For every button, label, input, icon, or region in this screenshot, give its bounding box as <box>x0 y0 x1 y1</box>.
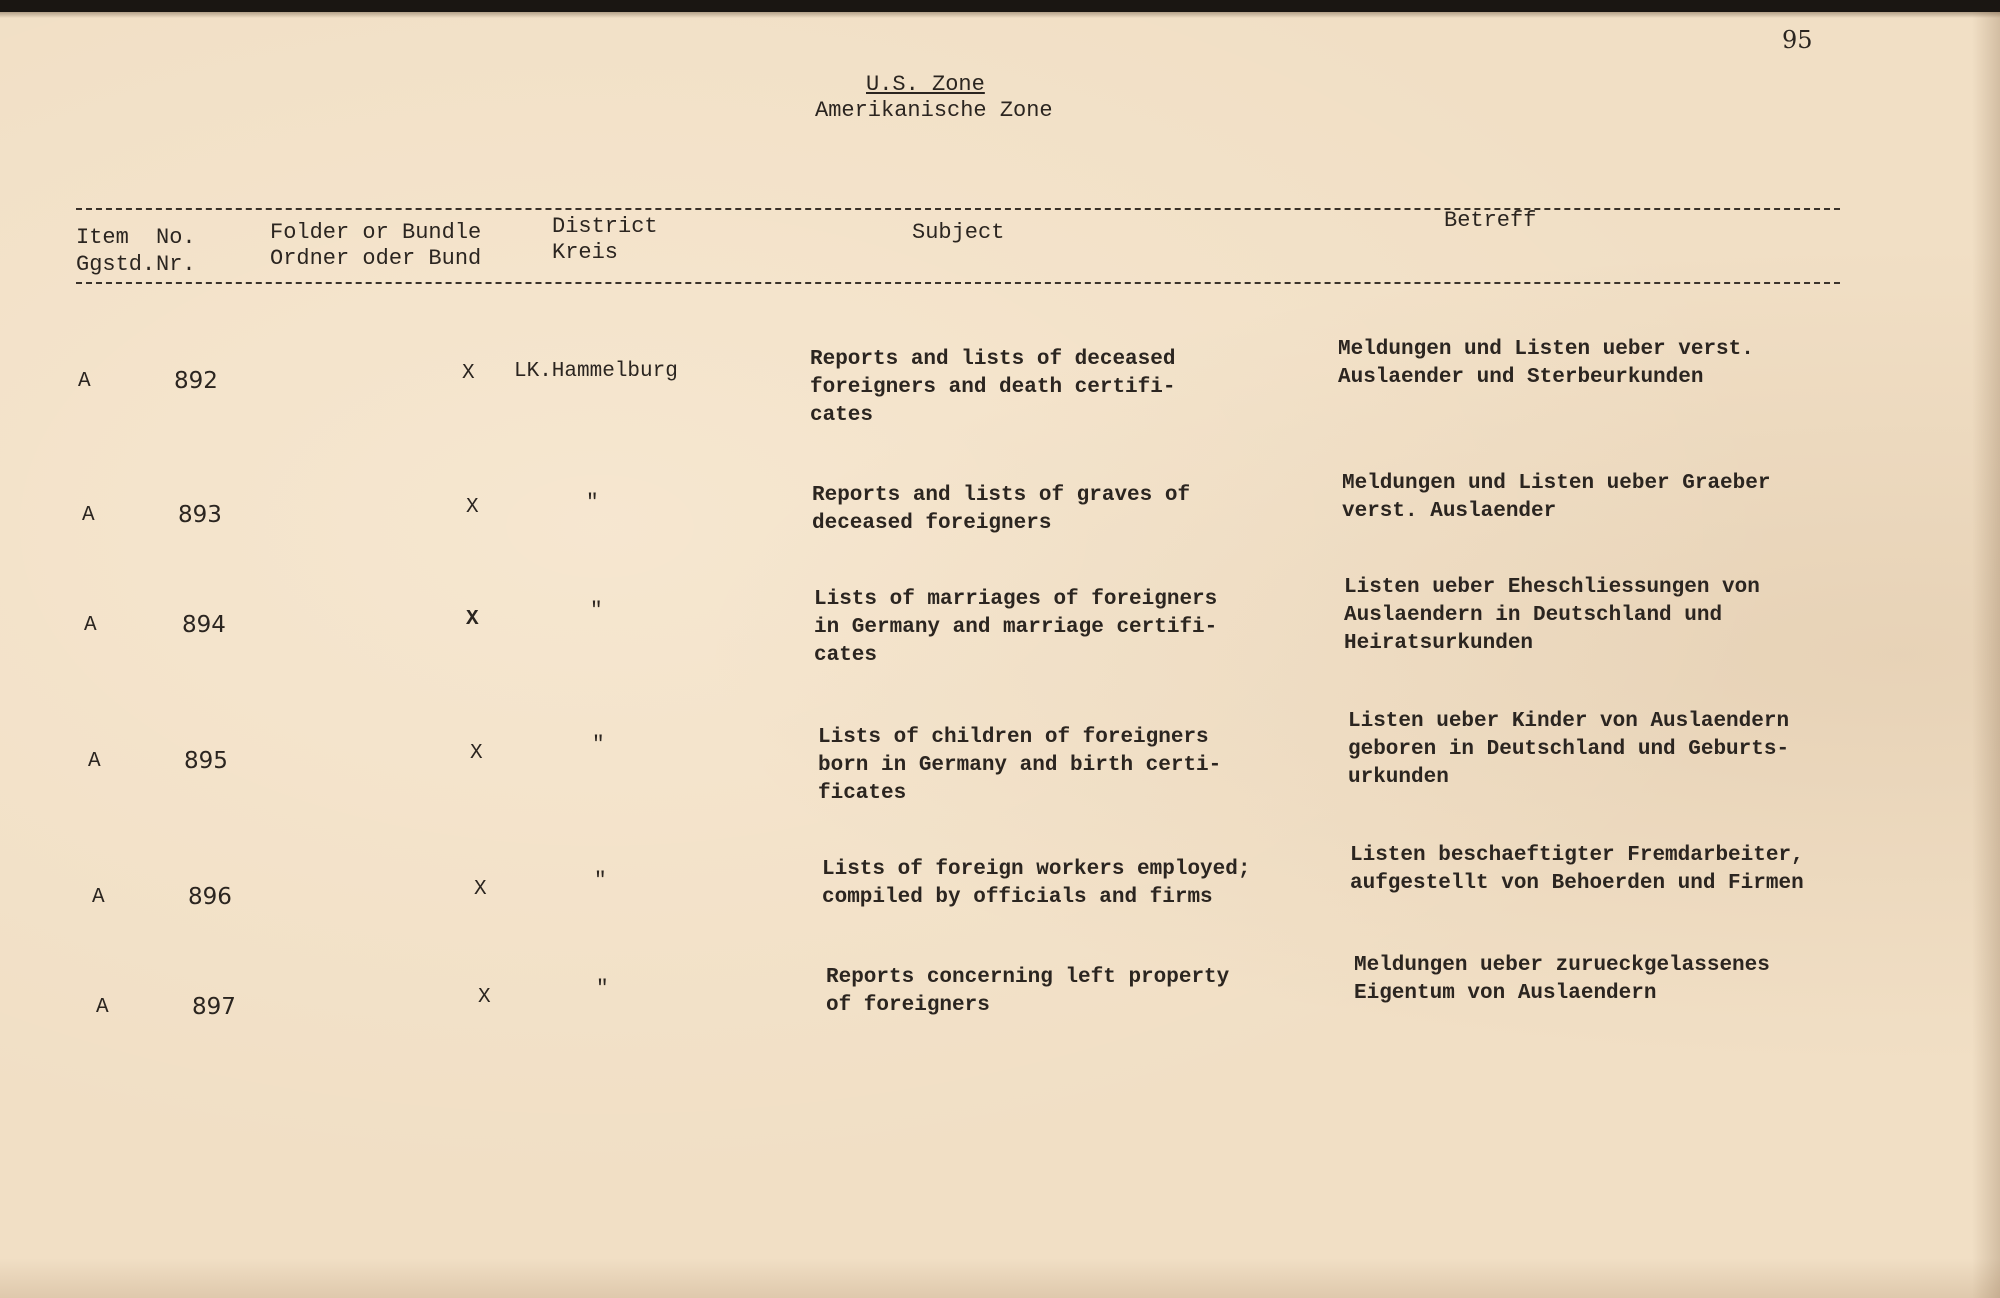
row-number: 893 <box>178 502 222 528</box>
row-number: 897 <box>192 994 236 1020</box>
row-district-ditto: " <box>592 734 605 757</box>
row-subject-line: born in Germany and birth certi- <box>818 754 1222 777</box>
row-folder-mark: X <box>474 878 487 901</box>
row-number: 896 <box>188 884 232 910</box>
row-number: 892 <box>174 368 218 394</box>
page-bottom-edge <box>0 1258 2000 1298</box>
row-subject-line: Lists of foreign workers employed; <box>822 858 1251 881</box>
row-subject-line: deceased foreigners <box>812 512 1052 535</box>
row-district-ditto: " <box>590 600 603 623</box>
row-item: A <box>96 996 109 1019</box>
col-header-district-de: Kreis <box>552 240 619 265</box>
row-subject-line: in Germany and marriage certifi- <box>814 616 1218 639</box>
row-item: A <box>82 504 95 527</box>
row-subject-line: foreigners and death certifi- <box>810 376 1176 399</box>
page-top-shadow <box>0 12 2000 18</box>
row-betreff-line: Meldungen und Listen ueber verst. <box>1338 338 1754 361</box>
row-subject-line: Reports and lists of deceased <box>810 348 1176 371</box>
col-header-no-de: Nr. <box>156 252 196 277</box>
row-folder-mark: X <box>466 496 479 519</box>
row-betreff-line: Meldungen und Listen ueber Graeber <box>1342 472 1771 495</box>
row-district-ditto: " <box>594 870 607 893</box>
row-folder-mark: X <box>470 742 483 765</box>
col-header-folder: Folder or Bundle <box>270 220 482 245</box>
row-subject-line: Reports concerning left property <box>826 966 1230 989</box>
page-title: U.S. Zone <box>866 72 985 97</box>
row-folder-mark: X <box>478 986 491 1009</box>
row-betreff-line: Listen ueber Eheschliessungen von <box>1344 576 1760 599</box>
row-subject-line: cates <box>814 644 878 667</box>
row-folder-mark: X <box>466 608 479 631</box>
page-number: 95 <box>1782 26 1813 54</box>
row-betreff-line: aufgestellt von Behoerden und Firmen <box>1350 872 1804 895</box>
col-header-subject: Subject <box>912 220 1005 245</box>
row-item: A <box>78 370 91 393</box>
row-subject-line: Lists of marriages of foreigners <box>814 588 1218 611</box>
header-bottom-rule <box>76 282 1840 284</box>
col-header-district: District <box>552 214 658 239</box>
col-header-no: No. <box>156 225 196 250</box>
col-header-folder-de: Ordner oder Bund <box>270 246 482 271</box>
row-betreff-line: Listen beschaeftigter Fremdarbeiter, <box>1350 844 1804 867</box>
row-betreff-line: Heiratsurkunden <box>1344 632 1534 655</box>
row-number: 894 <box>182 612 226 638</box>
row-district: LK.Hammelburg <box>514 360 678 383</box>
row-item: A <box>84 614 97 637</box>
row-number: 895 <box>184 748 228 774</box>
row-folder-mark: X <box>462 362 475 385</box>
row-district-ditto: " <box>596 978 609 1001</box>
row-betreff-line: Meldungen ueber zurueckgelassenes <box>1354 954 1770 977</box>
row-subject-line: Lists of children of foreigners <box>818 726 1209 749</box>
row-betreff-line: verst. Auslaender <box>1342 500 1557 523</box>
row-betreff-line: Listen ueber Kinder von Auslaendern <box>1348 710 1790 733</box>
row-betreff-line: urkunden <box>1348 766 1449 789</box>
row-subject-line: of foreigners <box>826 994 990 1017</box>
page-subtitle: Amerikanische Zone <box>815 98 1053 123</box>
header-top-rule <box>76 208 1840 210</box>
row-betreff-line: geboren in Deutschland und Geburts- <box>1348 738 1790 761</box>
row-item: A <box>88 750 101 773</box>
row-betreff-line: Auslaender und Sterbeurkunden <box>1338 366 1704 389</box>
page-binding-edge <box>1972 12 2000 1298</box>
col-header-betreff: Betreff <box>1444 208 1537 233</box>
row-subject-line: Reports and lists of graves of <box>812 484 1191 507</box>
row-betreff-line: Eigentum von Auslaendern <box>1354 982 1657 1005</box>
document-page <box>0 12 2000 1298</box>
row-district-ditto: " <box>586 492 599 515</box>
col-header-item: Item <box>76 225 129 250</box>
col-header-item-de: Ggstd. <box>76 252 156 277</box>
row-subject-line: ficates <box>818 782 907 805</box>
row-item: A <box>92 886 105 909</box>
row-subject-line: compiled by officials and firms <box>822 886 1213 909</box>
row-betreff-line: Auslaendern in Deutschland und <box>1344 604 1723 627</box>
row-subject-line: cates <box>810 404 874 427</box>
